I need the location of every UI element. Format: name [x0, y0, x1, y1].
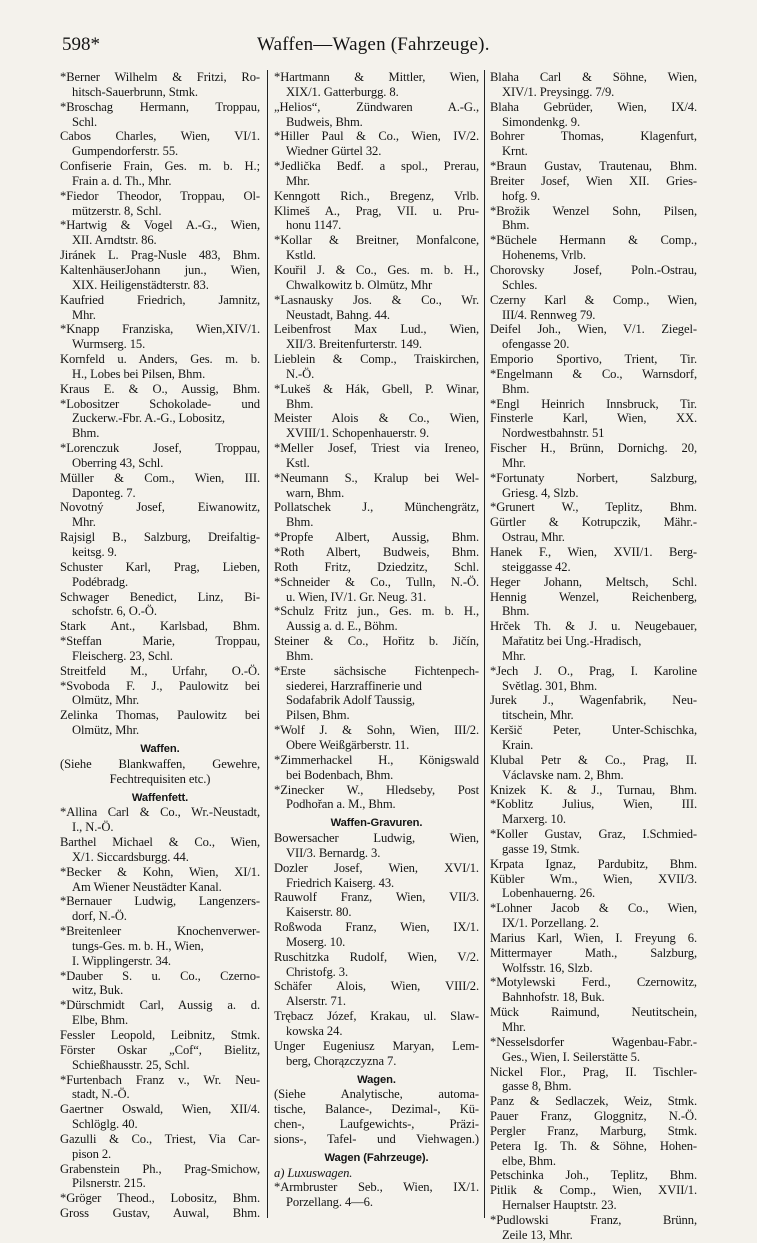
listing-line: Sodafabrik Adolf Taussig, [286, 693, 415, 708]
listing-line: honu 1147. [286, 218, 342, 233]
listing-line: Chwalkowitz b. Olmütz, Mhr [286, 277, 433, 292]
listing-line: XII/3. Breitenfurterstr. 149. [286, 337, 422, 352]
listing-line: *Nesselsdorfer Wagenbau-Fabr.- [490, 1034, 697, 1049]
listing-line: Am Wiener Neustädter Kanal. [72, 879, 222, 894]
listing-line: Gürtler & Kotrupczik, Mähr.- [490, 515, 697, 530]
listing-line: Unger Eugeniusz Maryan, Lem- [274, 1038, 479, 1053]
subsection-heading: a) Luxuswagen. [274, 1165, 353, 1180]
listing-line: ofengasse 20. [502, 337, 570, 352]
listing-line: Fischer H., Brünn, Dornichg. 20, [490, 441, 697, 456]
listing-line: KaltenhäuserJohann jun., Wien, [60, 262, 260, 277]
listing-line: Blaha Carl & Söhne, Wien, [490, 70, 697, 84]
listing-line: Knizek K. & J., Turnau, Bhm. [490, 782, 697, 797]
listing-line: Marius Karl, Wien, I. Freyung 6. [490, 930, 697, 945]
listing-line: Podhořan a. M., Bhm. [286, 797, 396, 812]
listing-line: *Gröger Theod., Lobositz, Bhm. [60, 1191, 260, 1206]
listing-line: Kübler Wm., Wien, XVII/3. [490, 871, 697, 886]
listing-line: *Becker & Kohn, Wien, XI/1. [60, 864, 260, 879]
listing-line: *Brožik Wenzel Sohn, Pilsen, [490, 203, 697, 218]
page-number: 598* [62, 34, 100, 55]
listing-line: berg, Chorązczyzna 7. [286, 1053, 397, 1068]
listing-line: Emporio Sportivo, Trient, Tir. [490, 352, 697, 367]
listing-line: I., N.-Ö. [72, 820, 114, 835]
listing-line: Budweis, Bhm. [286, 114, 363, 129]
listing-line: N.-Ö. [286, 366, 315, 381]
listing-line: Fleischerg. 23, Schl. [72, 648, 173, 663]
listing-line: Bhm. [286, 515, 314, 530]
listing-line: Rajsigl B., Salzburg, Dreifaltig- [60, 530, 260, 545]
listing-line: Förster Oskar „Cof“, Bielitz, [60, 1042, 260, 1057]
listing-line: Klubal Petr & Co., Prag, II. [490, 752, 697, 767]
listing-line: titschein, Mhr. [502, 708, 574, 723]
listing-line: Kenngott Rich., Bregenz, Vrlb. [274, 188, 479, 203]
listing-line: Neustadt, Bahng. 44. [286, 307, 390, 322]
listing-line: Gumpendorferstr. 55. [72, 144, 179, 159]
listing-line: *Hiller Paul & Co., Wien, IV/2. [274, 129, 479, 144]
listing-line: *Koller Gustav, Graz, I.Schmied- [490, 827, 697, 842]
listing-line: „Helios“, Zündwaren A.-G., [274, 99, 479, 114]
listing-line: Roth Fritz, Dziedzitz, Schl. [274, 559, 479, 574]
listing-line: Mück Raimund, Neutitschein, [490, 1005, 697, 1020]
listing-line: *Fortunaty Norbert, Salzburg, [490, 470, 697, 485]
listing-line: Griesg. 4, Slzb. [502, 485, 579, 500]
listing-line: Mhr. [72, 307, 96, 322]
listing-line: Hanek F., Wien, XVII/1. Berg- [490, 545, 697, 559]
listing-line: Petera Ig. Th. & Söhne, Hohen- [490, 1138, 697, 1153]
listing-line: Schlöglg. 40. [72, 1117, 138, 1132]
listing-line: *Engelmann & Co., Warnsdorf, [490, 366, 697, 381]
listing-line: Daponteg. 7. [72, 485, 136, 500]
listing-line: Panz & Sedlaczek, Weiz, Stmk. [490, 1094, 697, 1109]
listing-line: *Broschag Hermann, Troppau, [60, 99, 260, 114]
listing-line: Krpata Ignaz, Pardubitz, Bhm. [490, 856, 697, 871]
listing-line: hitsch-Sauerbrunn, Stmk. [72, 84, 198, 99]
listing-line: *Lohner Jacob & Co., Wien, [490, 901, 697, 916]
listing-line: witz, Buk. [72, 983, 124, 998]
listing-line: Leibenfrost Max Lud., Wien, [274, 322, 479, 337]
listing-line: Pergler Franz, Marburg, Stmk. [490, 1123, 697, 1138]
section-heading: Waffen-Gravuren. [330, 817, 423, 830]
listing-line: Krain. [502, 737, 534, 752]
listing-line: *Braun Gustav, Trautenau, Bhm. [490, 159, 697, 174]
listing-line: *Furtenbach Franz v., Wr. Neu- [60, 1072, 260, 1087]
listing-line: Chorovsky Josef, Poln.-Ostrau, [490, 262, 697, 277]
listing-line: Jiránek L. Prag-Nusle 483, Bhm. [60, 248, 260, 263]
listing-line: Dozler Josef, Wien, XVI/1. [274, 860, 479, 875]
listing-line: Kornfeld u. Anders, Ges. m. b. [60, 352, 260, 367]
listing-line: steiggasse 42. [502, 559, 571, 574]
listing-line: hofg. 9. [502, 188, 541, 203]
listing-line: Zuckerw.-Fbr. A.-G., Lobositz, [72, 411, 225, 426]
listing-line: Krnt. [502, 144, 528, 159]
listing-line: Schles. [502, 277, 538, 292]
listing-line: bei Bodenbach, Bhm. [286, 767, 394, 782]
listing-line: Lobenhauerng. 26. [502, 886, 596, 901]
listing-line: *Pudlowski Franz, Brünn, [490, 1212, 697, 1227]
listing-line: Bahnhofstr. 18, Buk. [502, 990, 605, 1005]
listing-line: chen-, Laufgewichts-, Präzi- [274, 1117, 479, 1132]
page-header [62, 34, 495, 58]
listing-line: Hennig Wenzel, Reichenberg, [490, 589, 697, 604]
column-middle [274, 70, 479, 1210]
listing-line: Schl. [72, 114, 98, 129]
listing-line: *Büchele Hermann & Comp., [490, 233, 697, 248]
listing-line: *Schulz Fritz jun., Ges. m. b. H., [274, 604, 479, 619]
listing-line: *Koblitz Julius, Wien, III. [490, 797, 697, 812]
listing-line: *Hartwig & Vogel A.-G., Wien, [60, 218, 260, 233]
listing-line: Olmütz, Mhr. [72, 723, 140, 738]
listing-line: Stark Ant., Karlsbad, Bhm. [60, 619, 260, 634]
listing-line: *Knapp Franziska, Wien,XIV/1. [60, 322, 260, 337]
listing-line: Breiter Josef, Wien XII. Gries- [490, 173, 697, 188]
listing-line: *Fiedor Theodor, Troppau, Ol- [60, 188, 260, 203]
listing-line: (Siehe Analytische, automa- [274, 1087, 479, 1102]
column-left [60, 70, 260, 1221]
listing-line: mützerstr. 8, Schl. [72, 203, 162, 218]
listing-line: dorf, N.-Ö. [72, 909, 127, 924]
listing-line: Wiedner Gürtel 32. [286, 144, 382, 159]
listing-line: Bowersacher Ludwig, Wien, [274, 831, 479, 846]
section-heading: Waffen. [140, 742, 180, 755]
listing-line: Podébradg. [72, 574, 129, 589]
listing-line: Barthel Michael & Co., Wien, [60, 835, 260, 850]
listing-line: XIX/1. Gatterburgg. 8. [286, 84, 399, 99]
listing-line: Světlag. 301, Bhm. [502, 678, 598, 693]
listing-line: *Zimmerhackel H., Königswald [274, 752, 479, 767]
listing-line: Meister Alois & Co., Wien, [274, 411, 479, 426]
listing-line: tische, Balance-, Dezimal-, Kü- [274, 1102, 479, 1117]
listing-line: Kaiserstr. 80. [286, 905, 352, 920]
listing-line: H., Lobes bei Pilsen, Bhm. [72, 366, 206, 381]
listing-line: Petschinka Joh., Teplitz, Bhm. [490, 1168, 697, 1183]
listing-line: Finsterle Karl, Wien, XX. [490, 411, 697, 426]
listing-line: Wurmserg. 15. [72, 337, 146, 352]
listing-line: Kstl. [286, 455, 310, 470]
listing-line: *Wolf J. & Sohn, Wien, III/2. [274, 723, 479, 738]
listing-line: Mařatitz bei Ung.-Hradisch, [502, 634, 642, 649]
listing-line: Pauer Franz, Gloggnitz, N.-Ö. [490, 1109, 697, 1124]
listing-line: Mhr. [72, 515, 96, 530]
listing-line: Deifel Joh., Wien, V/1. Ziegel- [490, 322, 697, 337]
listing-line: Elbe, Bhm. [72, 1013, 129, 1028]
section-heading: Wagen. [357, 1073, 396, 1086]
listing-line: Keršič Peter, Unter-Schischka, [490, 723, 697, 738]
listing-line: Müller & Com., Wien, III. [60, 470, 260, 485]
listing-line: gasse 19, Stmk. [502, 841, 580, 856]
listing-line: Kaufried Friedrich, Jamnitz, [60, 292, 260, 307]
listing-line: Confiserie Frain, Ges. m. b. H.; [60, 159, 260, 174]
listing-line: Friedrich Kaiserg. 43. [286, 875, 395, 890]
listing-line: Schießhausstr. 25, Schl. [72, 1057, 190, 1072]
listing-line: Fessler Leopold, Leibnitz, Stmk. [60, 1028, 260, 1042]
listing-line: Hernalser Hauptstr. 23. [502, 1198, 617, 1213]
listing-line: *Svoboda F. J., Paulowitz bei [60, 678, 260, 693]
page-title: Waffen—Wagen (Fahrzeuge). [257, 34, 490, 55]
listing-line: XIV/1. Preysingg. 7/9. [502, 84, 615, 99]
listing-line: Moserg. 10. [286, 934, 346, 949]
listing-line: Simondenkg. 9. [502, 114, 581, 129]
listing-line: pison 2. [72, 1146, 112, 1161]
listing-line: u. Wien, IV/1. Gr. Neug. 31. [286, 589, 427, 604]
listing-line: Bohrer Thomas, Klagenfurt, [490, 129, 697, 144]
listing-line: Pollatschek J., Münchengrätz, [274, 500, 479, 515]
listing-line: Zeile 13, Mhr. [502, 1227, 573, 1242]
listing-line: Ruschitzka Rudolf, Wien, V/2. [274, 949, 479, 964]
listing-line: siederei, Harzraffinerie und [286, 678, 422, 693]
listing-line: Gaertner Oswald, Wien, XII/4. [60, 1102, 260, 1117]
listing-line: Novotný Josef, Eiwanowitz, [60, 500, 260, 515]
listing-line: Ostrau, Mhr. [502, 530, 565, 545]
listing-line: Bhm. [286, 648, 314, 663]
listing-line: VII/3. Bernardg. 3. [286, 845, 381, 860]
listing-line: XIX. Heiligenstädterstr. 83. [72, 277, 209, 292]
listing-line: Porzellang. 4—6. [286, 1195, 373, 1210]
listing-line: warn, Bhm. [286, 485, 345, 500]
column-divider [267, 70, 268, 1218]
listing-line: Bhm. [286, 396, 314, 411]
listing-line: Heger Johann, Meltsch, Schl. [490, 574, 697, 589]
listing-line: Streitfeld M., Urfahr, O.-Ö. [60, 663, 260, 678]
listing-line: Roßwoda Franz, Wien, IX/1. [274, 920, 479, 935]
listing-line: *Roth Albert, Budweis, Bhm. [274, 545, 479, 559]
listing-line: Bhm. [72, 426, 100, 441]
listing-line: Bhm. [502, 381, 530, 396]
listing-line: *Neumann S., Kralup bei Wel- [274, 470, 479, 485]
listing-line: Kstld. [286, 248, 316, 263]
listing-line: Schwager Benedict, Linz, Bi- [60, 589, 260, 604]
listing-line: Rauwolf Franz, Wien, VII/3. [274, 890, 479, 905]
listing-line: Hrček Th. & J. u. Neugebauer, [490, 619, 697, 634]
listing-line: Schäfer Alois, Wien, VIII/2. [274, 979, 479, 994]
listing-line: *Bernauer Ludwig, Langenzers- [60, 894, 260, 909]
listing-line: Wolfsstr. 16, Slzb. [502, 960, 593, 975]
listing-line: Schuster Karl, Prag, Lieben, [60, 559, 260, 574]
listing-line: *Dürschmidt Carl, Aussig a. d. [60, 998, 260, 1013]
listing-line: Alserstr. 71. [286, 994, 346, 1009]
listing-line: *Engl Heinrich Innsbruck, Tir. [490, 396, 697, 411]
listing-line: Mhr. [286, 173, 310, 188]
listing-line: Grabenstein Ph., Prag-Smichow, [60, 1161, 260, 1176]
listing-line: *Grunert W., Teplitz, Bhm. [490, 500, 697, 515]
listing-line: Hohenems, Vrlb. [502, 248, 586, 263]
listing-line: keitsg. 9. [72, 545, 117, 559]
listing-line: Cabos Charles, Wien, VI/1. [60, 129, 260, 144]
listing-line: Frain a. d. Th., Mhr. [72, 173, 172, 188]
listing-line: Klimeš A., Prag, VII. u. Pru- [274, 203, 479, 218]
listing-line: Bhm. [502, 218, 530, 233]
listing-line: *Motylewski Ferd., Czernowitz, [490, 975, 697, 990]
listing-line: Nordwestbahnstr. 51 [502, 426, 605, 441]
listing-line: Bhm. [502, 604, 530, 619]
listing-line: Steiner & Co., Hořitz b. Jičín, [274, 634, 479, 649]
listing-line: *Zinecker W., Hledseby, Post [274, 782, 479, 797]
listing-line: *Lorenczuk Josef, Troppau, [60, 441, 260, 456]
listing-line: schofstr. 6, O.-Ö. [72, 604, 157, 619]
listing-line: Christofg. 3. [286, 964, 349, 979]
listing-line: *Dauber S. u. Co., Czerno- [60, 968, 260, 983]
listing-line: Nickel Flor., Prag, II. Tischler- [490, 1064, 697, 1079]
listing-line: XVIII/1. Schopenhauerstr. 9. [286, 426, 430, 441]
listing-line: *Jedlička Bedf. a spol., Prerau, [274, 159, 479, 174]
column-right [490, 70, 697, 1243]
listing-line: XII. Arndtstr. 86. [72, 233, 157, 248]
listing-line: *Armbruster Seb., Wien, IX/1. [274, 1180, 479, 1195]
listing-line: Pilsnerstr. 215. [72, 1176, 146, 1191]
listing-line: Aussig a. d. E., Böhm. [286, 619, 398, 634]
listing-line: *Lukeš & Hák, Gbell, P. Winar, [274, 381, 479, 396]
listing-line: *Lobositzer Schokolade- und [60, 396, 260, 411]
listing-line: *Erste sächsische Fichtenpech- [274, 663, 479, 678]
listing-line: stadt, N.-Ö. [72, 1087, 130, 1102]
listing-line: *Breitenleer Knochenverwer- [60, 924, 260, 939]
listing-line: Oberring 43, Schl. [72, 455, 164, 470]
listing-line: Pitlik & Comp., Wien, XVII/1. [490, 1183, 697, 1198]
section-heading: Wagen (Fahrzeuge). [324, 1151, 429, 1164]
listing-line: Pilsen, Bhm. [286, 708, 350, 723]
listing-line: I. Wipplingerstr. 34. [72, 953, 171, 968]
listing-line: *Propfe Albert, Aussig, Bhm. [274, 530, 479, 545]
listing-line: gasse 8, Bhm. [502, 1079, 572, 1094]
listing-line: Obere Weißgärberstr. 11. [286, 737, 410, 752]
listing-line: Lieblein & Comp., Traiskirchen, [274, 352, 479, 367]
listing-line: Jurek J., Wagenfabrik, Neu- [490, 693, 697, 708]
listing-line: Trębacz Józef, Krakau, ul. Slaw- [274, 1009, 479, 1024]
listing-line: Gross Gustav, Auwal, Bhm. [60, 1206, 260, 1221]
listing-line: Kouřil J. & Co., Ges. m. b. H., [274, 262, 479, 277]
listing-line: Czerny Karl & Comp., Wien, [490, 292, 697, 307]
section-heading: Waffenfett. [131, 791, 189, 804]
listing-line: *Allina Carl & Co., Wr.-Neustadt, [60, 805, 260, 820]
listing-line: (Siehe Blankwaffen, Gewehre, [60, 756, 260, 771]
listing-line: Zelinka Thomas, Paulowitz bei [60, 708, 260, 723]
listing-line: Kraus E. & O., Aussig, Bhm. [60, 381, 260, 396]
listing-line: Václavske nam. 2, Bhm. [502, 767, 624, 782]
listing-line: X/1. Siccardsburgg. 44. [72, 849, 189, 864]
listing-line: Mhr. [502, 648, 526, 663]
listing-line: Marxerg. 10. [502, 812, 566, 827]
listing-line: Ges., Wien, I. Seilerstätte 5. [502, 1049, 640, 1064]
listing-line: *Berner Wilhelm & Fritzi, Ro- [60, 70, 260, 84]
listing-line: Mittermayer Math., Salzburg, [490, 945, 697, 960]
listing-line: kowska 24. [286, 1024, 343, 1038]
listing-line: Fechtrequisiten etc.) [109, 771, 211, 786]
listing-line: *Hartmann & Mittler, Wien, [274, 70, 479, 84]
listing-line: sions-, Tafel- und Viehwagen.) [274, 1131, 479, 1146]
listing-line: *Steffan Marie, Troppau, [60, 634, 260, 649]
listing-line: *Kollar & Breitner, Monfalcone, [274, 233, 479, 248]
column-divider [484, 70, 485, 1218]
listing-line: Blaha Gebrüder, Wien, IX/4. [490, 99, 697, 114]
listing-line: III/4. Rennweg 79. [502, 307, 596, 322]
listing-line: *Lasnausky Jos. & Co., Wr. [274, 292, 479, 307]
listing-line: *Jech J. O., Prag, I. Karoline [490, 663, 697, 678]
listing-line: elbe, Bhm. [502, 1153, 556, 1168]
listing-line: Mhr. [502, 1020, 526, 1034]
listing-line: Mhr. [502, 455, 526, 470]
listing-line: Olmütz, Mhr. [72, 693, 140, 708]
listing-line: Gazulli & Co., Triest, Via Car- [60, 1131, 260, 1146]
listing-line: tungs-Ges. m. b. H., Wien, [72, 938, 204, 953]
listing-line: *Meller Josef, Triest via Ireneo, [274, 441, 479, 456]
listing-line: IX/1. Porzellang. 2. [502, 916, 599, 931]
listing-line: *Schneider & Co., Tulln, N.-Ö. [274, 574, 479, 589]
